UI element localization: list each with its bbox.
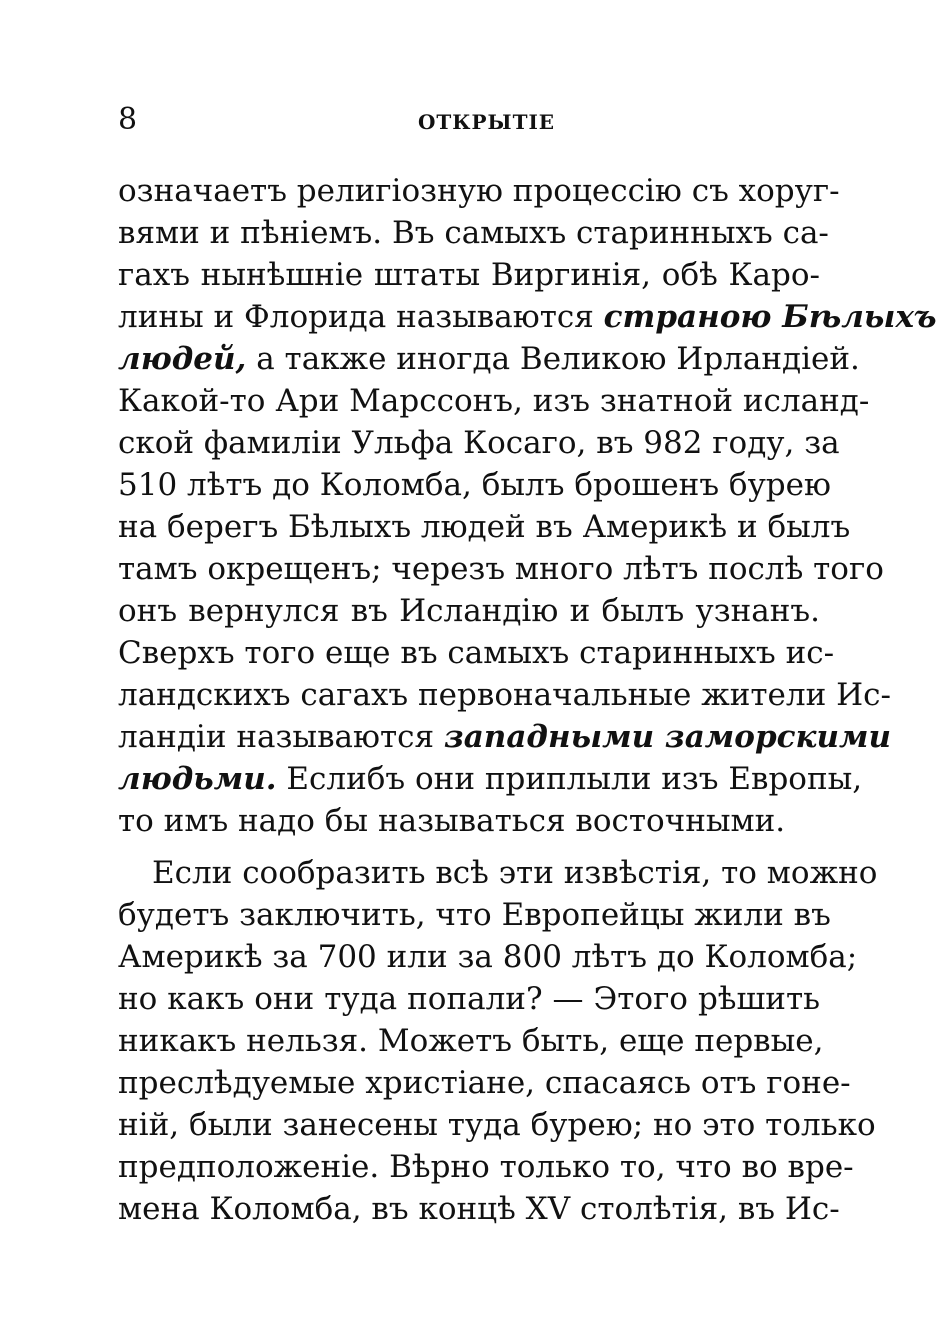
text-line: будетъ заключить, что Европейцы жили въ bbox=[118, 897, 831, 933]
text-run: Еслибъ они приплыли изъ Европы, bbox=[276, 761, 863, 797]
emphasized-phrase: людьми. bbox=[118, 761, 277, 797]
paragraph-1 bbox=[118, 170, 937, 842]
body-text bbox=[118, 170, 937, 1230]
running-head bbox=[118, 100, 828, 140]
text-run: лины и Флорида называются bbox=[118, 299, 604, 335]
text-line: но какъ они туда попали? — Этого рѣшить bbox=[118, 981, 820, 1017]
text-line: 510 лѣтъ до Коломба, былъ брошенъ бурею bbox=[118, 467, 831, 503]
text-line: ній, были занесены туда бурею; но это только bbox=[118, 1107, 876, 1143]
page-number: 8 bbox=[118, 102, 138, 137]
paragraph-2 bbox=[118, 852, 878, 1230]
text-line: означаетъ религіозную процессію съ хоруг- bbox=[118, 173, 840, 209]
text-line: мена Коломба, въ концѣ XV столѣтія, въ Ис- bbox=[118, 1191, 840, 1227]
text-line: то имъ надо бы называться восточными. bbox=[118, 803, 786, 839]
text-line: преслѣдуемые христіане, спасаясь отъ гоне- bbox=[118, 1065, 851, 1101]
text-run: а также иногда Великою Ирландіей. bbox=[246, 341, 860, 377]
text-line bbox=[118, 296, 937, 338]
text-line bbox=[118, 338, 860, 380]
emphasized-phrase: западными заморскими bbox=[443, 719, 892, 755]
text-line: на берегъ Бѣлыхъ людей въ Америкѣ и былъ bbox=[118, 509, 851, 545]
text-line: Сверхъ того еще въ самыхъ старинныхъ ис- bbox=[118, 635, 835, 671]
text-line: Если сообразить всѣ эти извѣстія, то можно bbox=[152, 855, 878, 891]
text-line: тамъ окрещенъ; черезъ много лѣтъ послѣ того bbox=[118, 551, 884, 587]
running-title: ОТКРЫТІЕ bbox=[418, 110, 556, 134]
text-line: онъ вернулся въ Исландію и былъ узнанъ. bbox=[118, 593, 820, 629]
text-line: никакъ нельзя. Можетъ быть, еще первые, bbox=[118, 1023, 824, 1059]
text-line: гахъ нынѣшніе штаты Виргинія, обѣ Каро- bbox=[118, 257, 820, 293]
text-run: ландіи называются bbox=[118, 719, 444, 755]
text-line: Америкѣ за 700 или за 800 лѣтъ до Коломба; bbox=[118, 939, 858, 975]
text-line: ландскихъ сагахъ первоначальные жители Ис- bbox=[118, 677, 891, 713]
text-line bbox=[118, 758, 863, 800]
text-line: ской фамиліи Ульфа Косаго, въ 982 году, за bbox=[118, 425, 840, 461]
text-line: Какой-то Ари Марссонъ, изъ знатной исланд- bbox=[118, 383, 870, 419]
paragraph-gap bbox=[118, 842, 820, 852]
emphasized-phrase: страною Бѣлыхъ bbox=[603, 299, 937, 335]
text-line: вями и пѣніемъ. Въ самыхъ старинныхъ са- bbox=[118, 215, 829, 251]
text-line bbox=[118, 716, 892, 758]
emphasized-phrase: людей, bbox=[118, 341, 247, 377]
text-line: предположеніе. Вѣрно только то, что во вре- bbox=[118, 1149, 854, 1185]
